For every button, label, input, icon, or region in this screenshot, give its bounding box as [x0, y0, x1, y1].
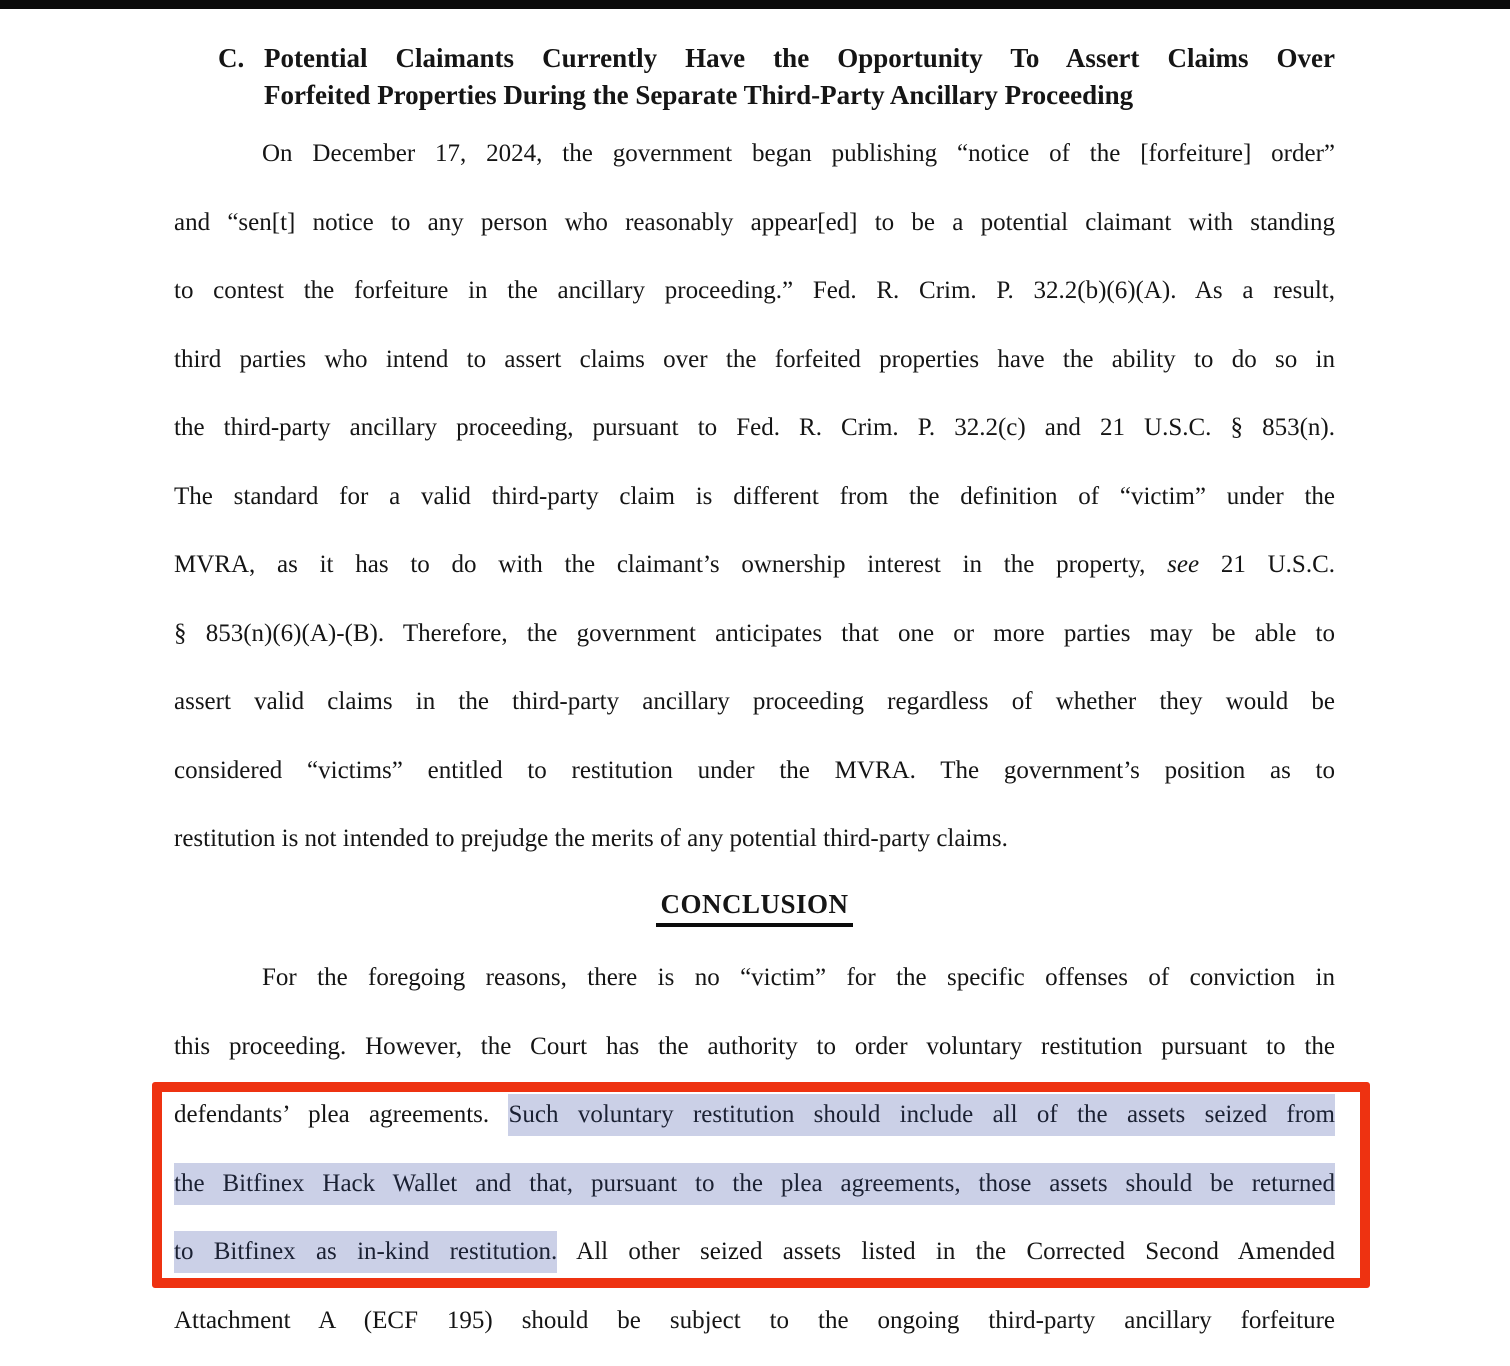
paragraph-line: the third-party ancillary proceeding, pursuant to Fed. R. Crim. P. 32.2(c) and 21 U.S.C. § 853(n).	[174, 414, 1335, 441]
top-edge-bar	[0, 0, 1510, 9]
conclusion-heading	[174, 889, 1335, 927]
paragraph-line	[174, 531, 1335, 600]
selection-highlight: the Bitfinex Hack Wallet and that, pursuant to the plea agreements, those assets should be returned	[174, 1163, 1335, 1205]
paragraph-line	[174, 1150, 1335, 1219]
citation-text: 21 U.S.C.	[1199, 551, 1335, 578]
section-heading	[218, 40, 1335, 114]
paragraph-line: and “sen[t] notice to any person who reasonably appear[ed] to be a potential claimant with standing	[174, 208, 1335, 236]
section-heading-line-1: Potential Claimants Currently Have the Opportunity To Assert Claims Over	[264, 43, 1335, 73]
paragraph-line: this proceeding. However, the Court has the authority to order voluntary restitution pursuant to the	[174, 1032, 1335, 1060]
section-heading-line-2: Forfeited Properties During the Separate Third-Party Ancillary Proceeding	[264, 80, 1134, 110]
selection-highlight: to Bitfinex as in-kind restitution.	[174, 1231, 557, 1273]
paragraph-line: considered “victims” entitled to restitution under the MVRA. The government’s position as to	[174, 756, 1335, 784]
paragraph-line: On December 17, 2024, the government began publishing “notice of the [forfeiture] order”	[262, 140, 1335, 167]
conclusion-heading-text: CONCLUSION	[656, 889, 852, 927]
citation-text: MVRA, as it has to do with the claimant’s ownership interest in the property,	[174, 551, 1168, 578]
paragraph-line: For the foregoing reasons, there is no “victim” for the specific offenses of conviction in	[262, 964, 1335, 991]
paragraph-line: assert valid claims in the third-party ancillary proceeding regardless of whether they would be	[174, 688, 1335, 715]
italic-citation-term: see	[1167, 551, 1200, 578]
section-label: C.	[218, 43, 245, 73]
paragraph-line	[174, 1081, 1335, 1150]
selection-highlight: Such voluntary restitution should include all of the assets seized from	[508, 1094, 1335, 1136]
paragraph-text: defendants’ plea agreements.	[174, 1101, 509, 1128]
section-title	[264, 40, 1335, 114]
paragraph-text: All other seized assets listed in the Corrected Second Amended	[557, 1238, 1335, 1265]
body-paragraph-2	[174, 944, 1335, 1355]
body-paragraph-1	[174, 120, 1335, 874]
paragraph-line: § 853(n)(6)(A)-(B). Therefore, the government anticipates that one or more parties may be able to	[174, 619, 1335, 647]
paragraph-line: Attachment A (ECF 195) should be subject to the ongoing third-party ancillary forfeiture	[174, 1306, 1335, 1334]
paragraph-line: third parties who intend to assert claims over the forfeited properties have the ability to do so in	[174, 345, 1335, 373]
paragraph-line: to contest the forfeiture in the ancillary proceeding.” Fed. R. Crim. P. 32.2(b)(6)(A). As a result,	[174, 277, 1335, 304]
paragraph-line	[174, 1218, 1335, 1287]
paragraph-line: restitution is not intended to prejudge the merits of any potential third-party claims.	[174, 825, 1008, 852]
paragraph-line: The standard for a valid third-party claim is different from the definition of “victim” under the	[174, 482, 1335, 510]
